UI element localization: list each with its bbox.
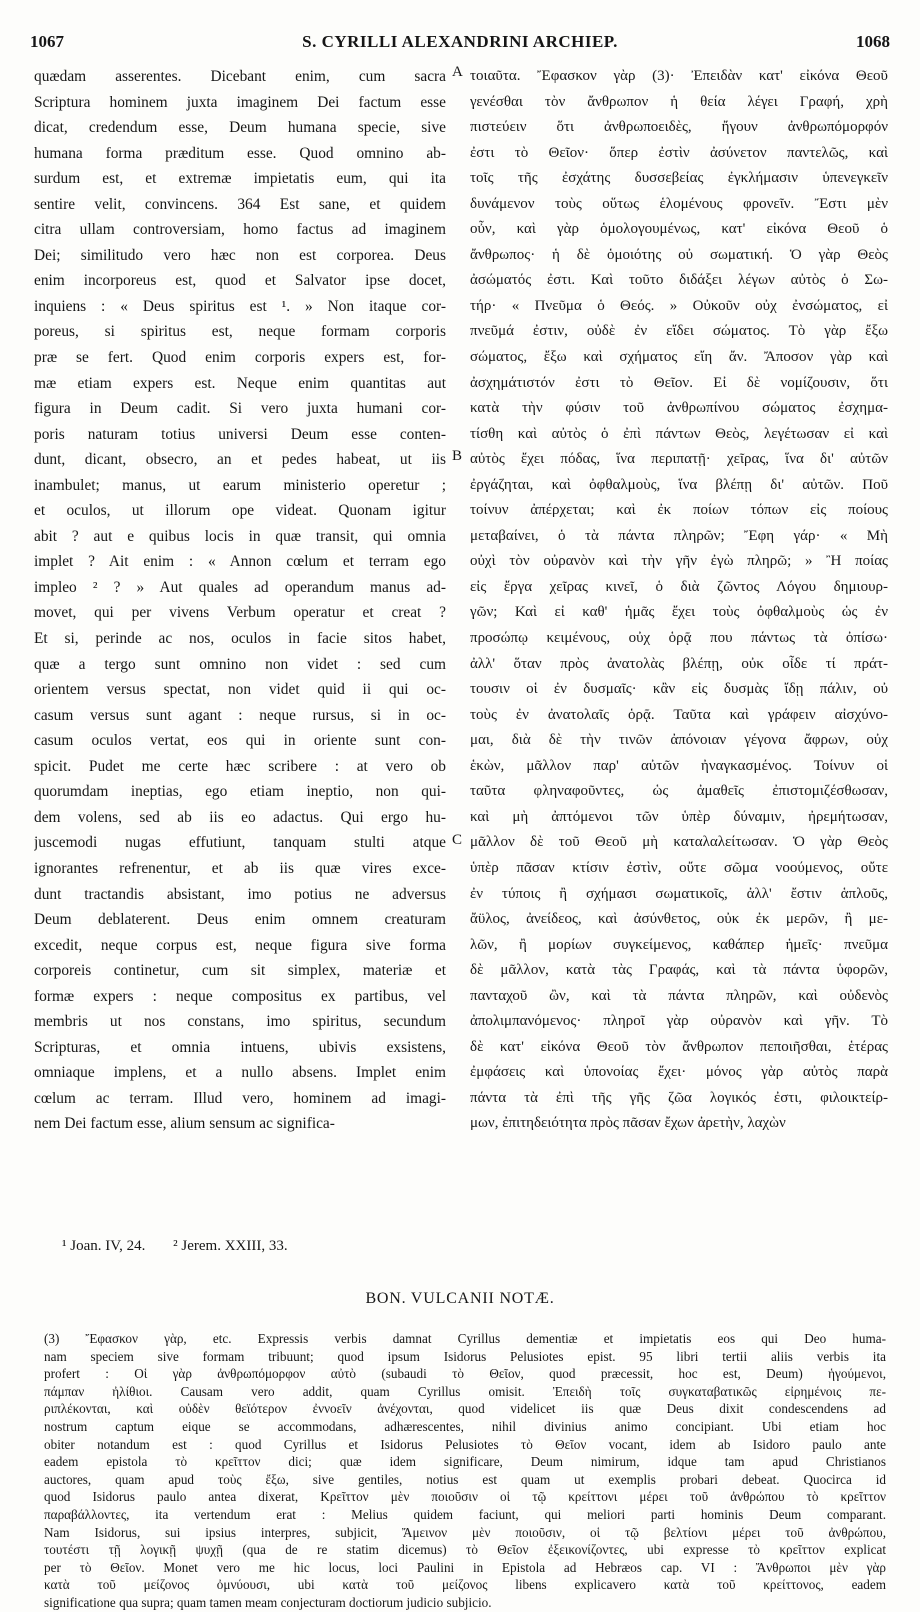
margin-mark-a: A bbox=[452, 64, 463, 80]
text-line: οὐχὶ τὸν οὐρανὸν καὶ τὴν γῆν ἐγὼ πληρῶ; » Ἢ ποίας bbox=[470, 553, 888, 570]
text-line: casum versus sunt agant : neque rursus, si in oc- bbox=[34, 706, 446, 724]
text-line: dicat, credendum esse, Deum humana specie, sive bbox=[34, 119, 446, 137]
text-line: τήρ· « Πνεῦμα ὁ Θεός. » Οὐκοῦν οὐχ ἐνσώματος, εἰ bbox=[470, 297, 888, 314]
text-line: ἄνθρωπος· ἡ δὲ ὁμοιότης οὐ σωματική. Ὁ γὰρ Θεὸς bbox=[470, 246, 888, 263]
text-line: ἐργάζηται, καὶ ὀφθαλμοὺς, ἵνα βλέπῃ δι' αὐτῶν. Ποῦ bbox=[470, 476, 888, 493]
text-line: ἀλλ' ὅταν πρὸς ἀνατολὰς βλέπῃ, οὐκ οἶδε τί πράτ- bbox=[470, 655, 888, 672]
note-line: Nam Isidorus, sui ipsius interpres, subjicit, Ἄμεινον μὲν ποιοῦσιν, οἱ τῷ βελτίονι μέρει τοῦ ἀνθρώπου, bbox=[44, 1524, 886, 1540]
text-line: γενέσθαι τὸν ἄνθρωπον ἡ θεία λέγει Γραφή, χρὴ bbox=[470, 93, 888, 110]
text-line: cœlum ac terram. Illud vero, hominem ad imagi- bbox=[34, 1089, 446, 1107]
note-line: παραβάλλοντες, ita vertendum erat : Melius quidem faciunt, qui meliori parti hominis Deum comparant. bbox=[44, 1506, 886, 1522]
text-line: τουσιν οἱ ἐν δυσμαῖς· κἂν εἰς δυσμὰς ἴδῃ πάλιν, οὐ bbox=[470, 681, 888, 698]
text-line: quorumdam ineptias, ego etiam ineptio, non qui- bbox=[34, 783, 446, 801]
margin-mark-c: C bbox=[452, 832, 463, 848]
text-line: implet ? Ait enim : « Annon cœlum et terram ego bbox=[34, 553, 446, 571]
text-line: Et si, perinde ac nos, oculos in facie sitos habet, bbox=[34, 630, 446, 648]
page-header bbox=[30, 32, 890, 56]
text-line: poreus, si spiritus est, neque formam corporis bbox=[34, 323, 446, 341]
greek-column bbox=[470, 64, 888, 1137]
text-line: ἐν τύποις ἢ σχήμασι σωματικοῖς, ἀλλ' ἔστιν ἁπλοῦς, bbox=[470, 885, 888, 902]
text-line: δὲ μᾶλλον, κατὰ τὰς Γραφάς, καὶ τὰ πάντα ὑφορῶν, bbox=[470, 962, 888, 979]
latin-column bbox=[34, 64, 446, 1137]
text-line: præ se fert. Quod enim corporis expers est, for- bbox=[34, 349, 446, 367]
text-line: τίσθη καὶ αὐτὸς ὁ ἐπὶ πάντων Θεὸς, λεγέτωσαν εἰ καὶ bbox=[470, 425, 888, 442]
note-line: nam speciem sive formam tribuunt; quod ipsum Isidorus Pelusiotes epist. 95 libri tertii aliis verbis ita bbox=[44, 1348, 886, 1364]
text-line: μᾶλλον δὲ τοῦ Θεοῦ μὴ καταλαλείτωσαν. Ὁ γὰρ Θεὸς bbox=[470, 834, 888, 851]
note-line: (3) Ἔφασκον γὰρ, etc. Expressis verbis damnat Cyrillus dementiæ et impietatis eos qui Deo huma- bbox=[44, 1331, 886, 1346]
note-line: τουτέστι τῇ λογικῇ ψυχῇ (qua de re statim dicemus) τὸ Θεῖον ἐξεικονίζοντες, ubi expresse τὸ κρεῖττον explicat bbox=[44, 1542, 886, 1558]
text-line: γῶν; Καὶ εἰ καθ' ἡμᾶς ἔχει τοὺς ὀφθαλμοὺς ὡς ἐν bbox=[470, 604, 888, 621]
text-line: κατὰ τὴν φύσιν τοῦ ἀνθρωπίνου σώματος ἐσχημα- bbox=[470, 400, 888, 417]
text-line: orientem versus spectat, non videt quid ii qui oc- bbox=[34, 681, 446, 699]
note-line: κατὰ τοῦ μείζονος ὀμνύουσι, ubi κατὰ τοῦ μείζονος libens explicavero κατὰ τοῦ κρείττονος, eadem bbox=[44, 1577, 886, 1593]
text-line: enim incorporeus est, quod et Salvator ipse docet, bbox=[34, 272, 446, 290]
text-line: δυνάμενον τοὺς οὕτως ἑλομένους φρονεῖν. Ἔστι μὲν bbox=[470, 195, 888, 212]
note-line: ριπλέκονται, καὶ οὐδὲν θεϊότερον ἐννοεῖν ἀνέχονται, quod videlicet iis quæ Deus dixit condescendens ad bbox=[44, 1401, 886, 1417]
running-title: S. CYRILLI ALEXANDRINI ARCHIEP. bbox=[302, 32, 618, 51]
text-line: spicit. Pudet me certe hæc scribere : at vero ob bbox=[34, 757, 446, 775]
text-line: ἄϋλος, ἀνείδεος, καὶ ἀσύνθετος, οὐκ ἐκ μερῶν, ἢ με- bbox=[470, 911, 888, 928]
text-line: citra ullam controversiam, homo factus ad imaginem bbox=[34, 221, 446, 239]
note-line: significatione qua supra; quam tamen meam conjecturam doctiorum judicio subjicio. bbox=[44, 1594, 492, 1610]
text-line: et oculos, ut illorum ope videat. Quonam igitur bbox=[34, 502, 446, 520]
text-line: μαι, διὰ δὲ τὴν τινῶν ἀπόνοιαν γέγονα ἄφρων, οὐχ bbox=[470, 732, 888, 749]
text-line: ἀσώματός ἐστι. Καὶ τοῦτο διδάξει λέγων αὐτὸς ὁ Σω- bbox=[470, 272, 888, 289]
text-line: dunt, dicant, obsecro, an et pedes habeat, ut iis bbox=[34, 451, 446, 469]
text-line: Deum deblaterent. Deus enim omnem creaturam bbox=[34, 911, 446, 929]
text-line: quæ a tergo sunt omnino non videt : sed cum bbox=[34, 655, 446, 673]
text-line: πιστεύειν ὅτι ἀνθρωποειδὲς, ἤγουν ἀνθρωπόμορφόν bbox=[470, 119, 888, 136]
text-line: καὶ μὴ ἀπτόμενοι τῶν ὑπὲρ δύναμιν, ἠρεμήτωσαν, bbox=[470, 808, 888, 825]
text-line: ἀσχημάτιστόν ἐστι τὸ Θεῖον. Εἰ δὲ νομίζουσιν, ὅτι bbox=[470, 374, 888, 391]
text-line: figura in Deum cadit. Si vero juxta humani cor- bbox=[34, 400, 446, 418]
text-line: προσώπῳ κειμένους, οὐχ ὁρᾷ που πάντως τὰ ὀπίσω· bbox=[470, 630, 888, 647]
note-line: profert : Οἱ γὰρ ἀνθρωπόμορφον αὐτὸ (subaudi τὸ Θεῖον, quod præcessit, hoc est, Deum) ἡγούμενοι, bbox=[44, 1366, 886, 1382]
text-line: quædam asserentes. Dicebant enim, cum sacra bbox=[34, 68, 446, 85]
note-line: obiter notandum est : quod Cyrillus et Isidorus Pelusiotes τὸ Θεῖον vocant, idem ab Isidoro paulo ante bbox=[44, 1436, 886, 1452]
page-number-left: 1067 bbox=[30, 32, 64, 51]
text-line: casum oculos vertat, eos qui in oriente sunt con- bbox=[34, 732, 446, 750]
text-line: nem Dei factum esse, alium sensum ac significa- bbox=[34, 1115, 335, 1133]
text-line: membris ut nos constans, imo spiritus, secundum bbox=[34, 1013, 446, 1031]
note-line: πάμπαν ἠλίθιοι. Causam vero addit, quam Cyrillus omisit. Ἐπειδὴ τοῖς συγκαταβατικῶς εἰρημένοις πε- bbox=[44, 1383, 886, 1399]
note-line: nostrum captum eique se accommodans, adhærescentes, nihil divinius animo concipiant. Ubi etiam hoc bbox=[44, 1418, 886, 1434]
text-line: dem volens, sed ab iis eo adactus. Qui ergo hu- bbox=[34, 808, 446, 826]
text-line: sentire velit, convincens. 364 Est sane, et quidem bbox=[34, 195, 446, 213]
text-line: Scriptura hominem juxta imaginem Dei factum esse bbox=[34, 93, 446, 111]
text-line: dunt tractandis absistant, imo potius ne adversus bbox=[34, 885, 446, 903]
text-line: abit ? aut e quibus locis in quæ transit, qui omnia bbox=[34, 527, 446, 545]
text-line: omniaque implens, et a nullo absens. Implet enim bbox=[34, 1064, 446, 1082]
margin-mark-b: B bbox=[452, 448, 463, 464]
text-line: inquiens : « Deus spiritus est ¹. » Non itaque cor- bbox=[34, 297, 446, 315]
page-number-right: 1068 bbox=[856, 32, 890, 51]
text-line: ἐστι τὸ Θεῖον· ὅπερ ἐστὶν ἀσύνετον παντελῶς, καὶ bbox=[470, 144, 888, 161]
text-line: δὲ κατ' εἰκόνα Θεοῦ τὸν ἄνθρωπον πεποιῆσθαι, ἑτέρας bbox=[470, 1038, 888, 1055]
text-line: ἑκὼν, μᾶλλον παρ' αὐτῶν ἠναγκασμένος. Τοίνυν οἱ bbox=[470, 757, 888, 774]
text-line: πανταχοῦ ὢν, καὶ τὰ πάντα πληρῶν, καὶ οὐδενὸς bbox=[470, 987, 888, 1004]
text-line: humana forma præditum esse. Quod omnino ab- bbox=[34, 144, 446, 162]
note-line: auctores, quam apud τοὺς ἔξω, sive gentiles, notius est quam ut exemplis probari debeat. Quocirca id bbox=[44, 1471, 886, 1487]
text-line: μεταβαίνει, ὁ τὰ πάντα πληρῶν; Ἔφη γάρ· « Μὴ bbox=[470, 527, 888, 544]
text-line: ignorantes refrenentur, et ab iis quæ vires exce- bbox=[34, 859, 446, 877]
text-line: corporeis continetur, cum sit simplex, materiæ et bbox=[34, 962, 446, 980]
text-line: excedit, neque corpus est, neque figura sive forma bbox=[34, 936, 446, 954]
text-line: Scripturas, et omnia intuens, ubivis exsistens, bbox=[34, 1038, 446, 1056]
text-line: Dei; similitudo vero hæc non est corporea. Deus bbox=[34, 246, 446, 264]
text-line: ὑπὲρ πᾶσαν κτίσιν ἐστὶν, οὔτε σῶμα νοούμενος, οὔτε bbox=[470, 859, 888, 876]
text-line: οὖν, καὶ γὰρ ὁμολογουμένως, κατ' εἰκόνα Θεοῦ ὁ bbox=[470, 221, 888, 238]
text-line: poris naturam totius universi Deum esse conten- bbox=[34, 425, 446, 443]
text-line: ἀπολιμπανόμενος· πληροῖ γὰρ οὐρανὸν καὶ γῆν. Τὸ bbox=[470, 1013, 888, 1030]
text-line: movet, qui per vivens Verbum operatur et creat ? bbox=[34, 604, 446, 622]
editor-notes bbox=[44, 1330, 886, 1612]
note-line: quod Isidorus paulo antea dixerat, Κρεῖττον μὲν ποιοῦσιν οἱ τῷ κρείττονι μέρει τοῦ ἀνθρώπου τὸ κρεῖττον bbox=[44, 1489, 886, 1505]
text-line: impleo ² ? » Aut quales ad operandum manus ad- bbox=[34, 578, 446, 596]
text-line: mæ etiam expers est. Neque enim quantitas aut bbox=[34, 374, 446, 392]
text-line: σώματος, ἔξω καὶ σχήματος εἴη ἄν. Ἄποσον γὰρ καὶ bbox=[470, 349, 888, 366]
text-line: αὐτὸς ἔχει πόδας, ἵνα περιπατῇ· χεῖρας, ἵνα δι' αὐτῶν bbox=[470, 451, 888, 468]
note-line: per τὸ Θεῖον. Monet vero me hic locus, loci Paulini in Epistola ad Hebræos cap. VI : Ἄνθρωποι μὲν γὰρ bbox=[44, 1559, 886, 1575]
notes-heading: BON. VULCANII NOTÆ. bbox=[365, 1290, 555, 1307]
text-line: μων, ἐπιτηδειότητα πρὸς πᾶσαν ἔχων ἀρετὴν, λαχὼν bbox=[470, 1115, 786, 1132]
footnotes bbox=[62, 1238, 312, 1255]
text-line: ταῦτα φληναφοῦντες, ὡς ἀμαθεῖς ἐπιστομιζέσθωσαν, bbox=[470, 783, 888, 800]
text-line: πνεῦμά ἐστιν, οὐδὲ ἐν εἴδει σώματος. Τὸ γὰρ ἔξω bbox=[470, 323, 888, 340]
text-line: ἐμφάσεις καὶ ὑπονοίας ἔχει· μόνος γὰρ αὐτὸς παρὰ bbox=[470, 1064, 888, 1081]
footnote-2: ² Jerem. XXIII, 33. bbox=[173, 1238, 288, 1254]
text-line: πάντα τὰ ἐπὶ τῆς γῆς ζῶα λογικός ἐστι, φιλοικτείρ- bbox=[470, 1089, 888, 1106]
text-line: inambulet; manus, ut earum ministerio operetur ; bbox=[34, 476, 446, 494]
text-line: τοὺς ἐν ἀνατολαῖς ὁρᾷ. Ταῦτα καὶ γράφειν αἰσχύνο- bbox=[470, 706, 888, 723]
text-line: λῶν, ἢ μορίων συγκείμενος, καθάπερ ἡμεῖς· πνεῦμα bbox=[470, 936, 888, 953]
text-line: εἰς ἔργα χεῖρας κινεῖ, ὁ διὰ ζῶντος Λόγου δημιουρ- bbox=[470, 578, 888, 595]
text-line: τοῖς τῆς ἐσχάτης δυσσεβείας ἐγκλήμασιν ὑπενεγκεῖν bbox=[470, 170, 888, 187]
text-line: τοιαῦτα. Ἔφασκον γὰρ (3)· Ἐπειδὰν κατ' εἰκόνα Θεοῦ bbox=[470, 68, 888, 84]
text-line: surdum est, et extremæ impietatis eum, qui ita bbox=[34, 170, 446, 188]
text-line: formæ expers : neque compositus ex partibus, vel bbox=[34, 987, 446, 1005]
footnote-1: ¹ Joan. IV, 24. bbox=[62, 1238, 146, 1254]
text-line: τοίνυν ἀπέρχεται; καὶ ἐκ ποίων τόπων εἰς ποίους bbox=[470, 502, 888, 519]
note-line: eadem epistola τὸ κρεῖττον dici; quæ idem significare, Deum nimirum, idque tam apud Christianos bbox=[44, 1454, 886, 1470]
text-line: juscemodi nugas effutiunt, tanquam stulti atque bbox=[34, 834, 446, 852]
